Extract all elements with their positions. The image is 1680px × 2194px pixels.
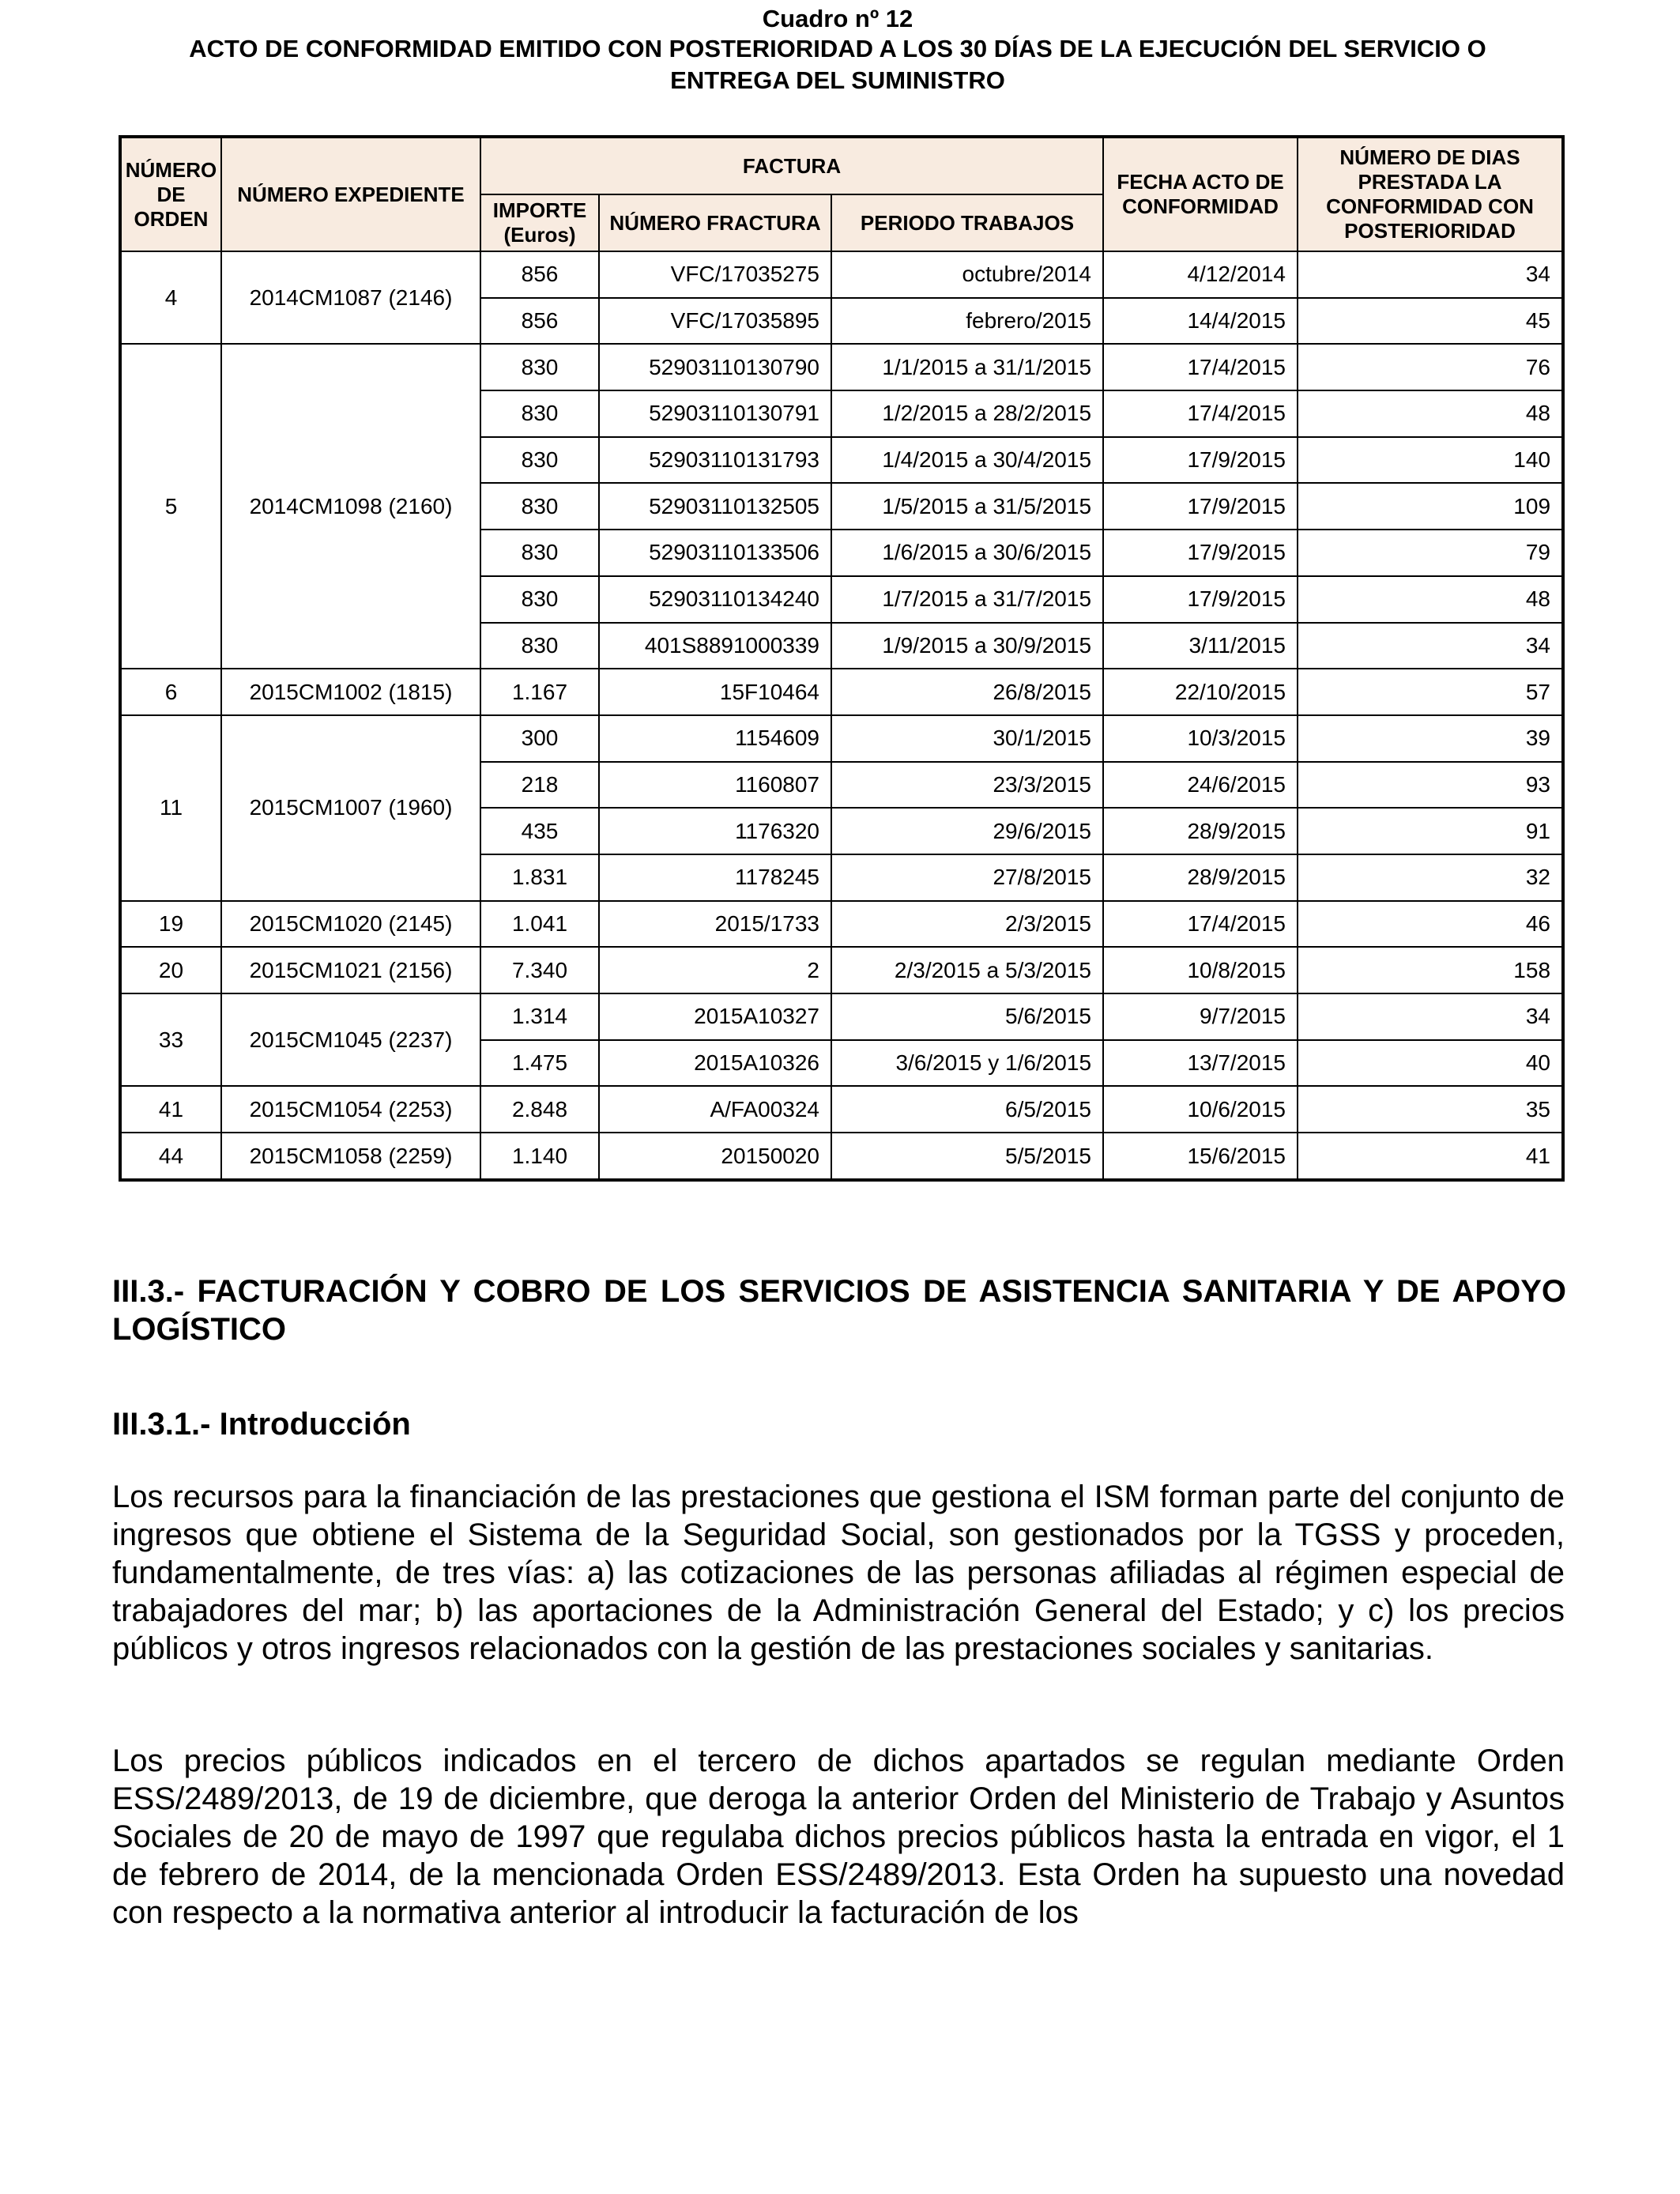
cell-fecha: 17/9/2015 xyxy=(1103,576,1298,623)
cell-expediente: 2015CM1058 (2259) xyxy=(221,1133,480,1180)
cell-importe: 1.475 xyxy=(480,1040,599,1087)
cell-periodo: 3/6/2015 y 1/6/2015 xyxy=(831,1040,1103,1087)
cell-dias: 91 xyxy=(1298,808,1563,854)
table-row xyxy=(120,901,1563,948)
cell-orden: 5 xyxy=(120,344,221,669)
cell-orden: 11 xyxy=(120,715,221,901)
cell-dias: 76 xyxy=(1298,344,1563,390)
cell-importe: 1.314 xyxy=(480,993,599,1040)
cell-numero: 2015/1733 xyxy=(599,901,831,948)
cell-fecha: 24/6/2015 xyxy=(1103,762,1298,809)
cell-importe: 856 xyxy=(480,298,599,345)
cell-dias: 57 xyxy=(1298,669,1563,715)
cell-importe: 830 xyxy=(480,483,599,530)
table-row xyxy=(120,715,1563,762)
cell-importe: 435 xyxy=(480,808,599,854)
cell-periodo: 2/3/2015 xyxy=(831,901,1103,948)
cell-fecha: 17/9/2015 xyxy=(1103,437,1298,484)
cell-importe: 830 xyxy=(480,623,599,669)
cell-dias: 34 xyxy=(1298,251,1563,298)
cell-periodo: 26/8/2015 xyxy=(831,669,1103,715)
cell-fecha: 4/12/2014 xyxy=(1103,251,1298,298)
cell-periodo: febrero/2015 xyxy=(831,298,1103,345)
paragraph: Los recursos para la financiación de las prestaciones que gestiona el ISM forman parte del conjunto de ingresos que obtiene el Sistema de la Seguridad Social, son gestionados por la TGSS y proceden, fundamentalmente, de tres vías: a) las cotizaciones de las personas afiliadas al régimen especial de trabajadores del mar; b) las aportaciones de la Administración General del Estado; y c) los precios públicos y otros ingresos relacionados con la gestión de las prestaciones sociales y sanitarias. xyxy=(112,1480,1565,1666)
cell-dias: 41 xyxy=(1298,1133,1563,1180)
cell-dias: 35 xyxy=(1298,1086,1563,1133)
header-importe: IMPORTE (Euros) xyxy=(480,194,599,251)
cell-numero: A/FA00324 xyxy=(599,1086,831,1133)
cell-numero: 52903110130790 xyxy=(599,344,831,390)
cell-fecha: 22/10/2015 xyxy=(1103,669,1298,715)
cell-orden: 44 xyxy=(120,1133,221,1180)
cell-dias: 34 xyxy=(1298,993,1563,1040)
table-row xyxy=(120,993,1563,1040)
cell-dias: 48 xyxy=(1298,576,1563,623)
cell-numero: 2015A10326 xyxy=(599,1040,831,1087)
cell-periodo: 27/8/2015 xyxy=(831,854,1103,901)
cell-numero: 401S8891000339 xyxy=(599,623,831,669)
cell-numero: 2015A10327 xyxy=(599,993,831,1040)
cell-dias: 93 xyxy=(1298,762,1563,809)
cell-periodo: 1/5/2015 a 31/5/2015 xyxy=(831,483,1103,530)
cell-importe: 830 xyxy=(480,530,599,576)
cell-expediente: 2015CM1054 (2253) xyxy=(221,1086,480,1133)
cell-orden: 4 xyxy=(120,251,221,344)
cell-numero: 52903110131793 xyxy=(599,437,831,484)
cell-expediente: 2014CM1098 (2160) xyxy=(221,344,480,669)
cell-expediente: 2014CM1087 (2146) xyxy=(221,251,480,344)
cell-dias: 79 xyxy=(1298,530,1563,576)
cell-dias: 34 xyxy=(1298,623,1563,669)
cell-numero: 52903110130791 xyxy=(599,390,831,437)
cell-orden: 19 xyxy=(120,901,221,948)
cell-expediente: 2015CM1020 (2145) xyxy=(221,901,480,948)
cell-fecha: 9/7/2015 xyxy=(1103,993,1298,1040)
cell-fecha: 17/4/2015 xyxy=(1103,901,1298,948)
cell-dias: 32 xyxy=(1298,854,1563,901)
cell-orden: 20 xyxy=(120,947,221,993)
section-title: III.3.- FACTURACIÓN Y COBRO DE LOS SERVICIOS DE ASISTENCIA SANITARIA Y DE APOYO LOGÍSTICO xyxy=(112,1274,1566,1347)
cell-numero: 15F10464 xyxy=(599,669,831,715)
cell-importe: 830 xyxy=(480,576,599,623)
cell-importe: 300 xyxy=(480,715,599,762)
cell-periodo: 1/7/2015 a 31/7/2015 xyxy=(831,576,1103,623)
table-row xyxy=(120,669,1563,715)
table-row xyxy=(120,251,1563,298)
cell-fecha: 17/4/2015 xyxy=(1103,344,1298,390)
header-factura: FACTURA xyxy=(480,137,1103,194)
cell-numero: 52903110134240 xyxy=(599,576,831,623)
cell-periodo: 30/1/2015 xyxy=(831,715,1103,762)
cell-expediente: 2015CM1045 (2237) xyxy=(221,993,480,1086)
cell-importe: 1.167 xyxy=(480,669,599,715)
table-body xyxy=(120,251,1563,1180)
table-title-line2: ENTREGA DEL SUMINISTRO xyxy=(670,66,1005,94)
table-row xyxy=(120,1133,1563,1180)
cell-numero: 2 xyxy=(599,947,831,993)
cell-periodo: 1/6/2015 a 30/6/2015 xyxy=(831,530,1103,576)
cell-importe: 2.848 xyxy=(480,1086,599,1133)
cell-importe: 218 xyxy=(480,762,599,809)
cell-numero: 20150020 xyxy=(599,1133,831,1180)
header-orden: NÚMERO DE ORDEN xyxy=(120,137,221,251)
cell-importe: 830 xyxy=(480,390,599,437)
cell-periodo: 5/5/2015 xyxy=(831,1133,1103,1180)
cell-periodo: 2/3/2015 a 5/3/2015 xyxy=(831,947,1103,993)
header-periodo: PERIODO TRABAJOS xyxy=(831,194,1103,251)
cell-fecha: 14/4/2015 xyxy=(1103,298,1298,345)
cell-numero: 52903110132505 xyxy=(599,483,831,530)
table-title-line1: ACTO DE CONFORMIDAD EMITIDO CON POSTERIORIDAD A LOS 30 DÍAS DE LA EJECUCIÓN DEL SERVICIO O xyxy=(189,35,1486,62)
cell-fecha: 17/9/2015 xyxy=(1103,530,1298,576)
header-fecha: FECHA ACTO DE CONFORMIDAD xyxy=(1103,137,1298,251)
cell-numero: VFC/17035275 xyxy=(599,251,831,298)
cell-numero: 1160807 xyxy=(599,762,831,809)
cell-fecha: 10/3/2015 xyxy=(1103,715,1298,762)
cell-dias: 40 xyxy=(1298,1040,1563,1087)
cell-periodo: 5/6/2015 xyxy=(831,993,1103,1040)
header-numero-factura: NÚMERO FRACTURA xyxy=(599,194,831,251)
table-row xyxy=(120,344,1563,390)
cell-orden: 33 xyxy=(120,993,221,1086)
cell-periodo: 29/6/2015 xyxy=(831,808,1103,854)
cell-fecha: 17/9/2015 xyxy=(1103,483,1298,530)
cell-periodo: octubre/2014 xyxy=(831,251,1103,298)
cell-orden: 6 xyxy=(120,669,221,715)
cell-importe: 1.831 xyxy=(480,854,599,901)
header-expediente: NÚMERO EXPEDIENTE xyxy=(221,137,480,251)
cell-periodo: 23/3/2015 xyxy=(831,762,1103,809)
cell-dias: 158 xyxy=(1298,947,1563,993)
cell-fecha: 10/6/2015 xyxy=(1103,1086,1298,1133)
cell-periodo: 1/2/2015 a 28/2/2015 xyxy=(831,390,1103,437)
cell-importe: 830 xyxy=(480,344,599,390)
cell-numero: VFC/17035895 xyxy=(599,298,831,345)
cell-expediente: 2015CM1021 (2156) xyxy=(221,947,480,993)
cell-dias: 140 xyxy=(1298,437,1563,484)
cell-fecha: 15/6/2015 xyxy=(1103,1133,1298,1180)
table-caption: Cuadro nº 12 xyxy=(762,5,913,32)
cell-importe: 856 xyxy=(480,251,599,298)
cell-dias: 109 xyxy=(1298,483,1563,530)
conformity-table xyxy=(119,135,1565,1182)
cell-expediente: 2015CM1002 (1815) xyxy=(221,669,480,715)
table-row xyxy=(120,947,1563,993)
cell-numero: 1154609 xyxy=(599,715,831,762)
cell-periodo: 6/5/2015 xyxy=(831,1086,1103,1133)
cell-importe: 1.041 xyxy=(480,901,599,948)
cell-dias: 48 xyxy=(1298,390,1563,437)
cell-orden: 41 xyxy=(120,1086,221,1133)
cell-fecha: 10/8/2015 xyxy=(1103,947,1298,993)
cell-dias: 46 xyxy=(1298,901,1563,948)
cell-fecha: 13/7/2015 xyxy=(1103,1040,1298,1087)
cell-importe: 830 xyxy=(480,437,599,484)
cell-numero: 1178245 xyxy=(599,854,831,901)
cell-expediente: 2015CM1007 (1960) xyxy=(221,715,480,901)
header-dias: NÚMERO DE DIAS PRESTADA LA CONFORMIDAD CON POSTERIORIDAD xyxy=(1298,137,1563,251)
cell-dias: 45 xyxy=(1298,298,1563,345)
cell-fecha: 17/4/2015 xyxy=(1103,390,1298,437)
cell-importe: 7.340 xyxy=(480,947,599,993)
cell-fecha: 28/9/2015 xyxy=(1103,854,1298,901)
cell-periodo: 1/9/2015 a 30/9/2015 xyxy=(831,623,1103,669)
subsection-title: III.3.1.- Introducción xyxy=(112,1407,411,1442)
cell-numero: 1176320 xyxy=(599,808,831,854)
cell-dias: 39 xyxy=(1298,715,1563,762)
cell-fecha: 3/11/2015 xyxy=(1103,623,1298,669)
cell-importe: 1.140 xyxy=(480,1133,599,1180)
cell-fecha: 28/9/2015 xyxy=(1103,808,1298,854)
table-row xyxy=(120,1086,1563,1133)
cell-periodo: 1/4/2015 a 30/4/2015 xyxy=(831,437,1103,484)
cell-periodo: 1/1/2015 a 31/1/2015 xyxy=(831,344,1103,390)
paragraph: Los precios públicos indicados en el tercero de dichos apartados se regulan mediante Orden ESS/2489/2013, de 19 de diciembre, que deroga la anterior Orden del Ministerio de Trabajo y Asuntos Sociales de 20 de mayo de 1997 que regulaba dichos precios públicos hasta la entrada en vigor, el 1 de febrero de 2014, de la mencionada Orden ESS/2489/2013. Esta Orden ha supuesto una novedad con respecto a la normativa anterior al introducir la facturación de los xyxy=(112,1744,1565,1930)
cell-numero: 52903110133506 xyxy=(599,530,831,576)
